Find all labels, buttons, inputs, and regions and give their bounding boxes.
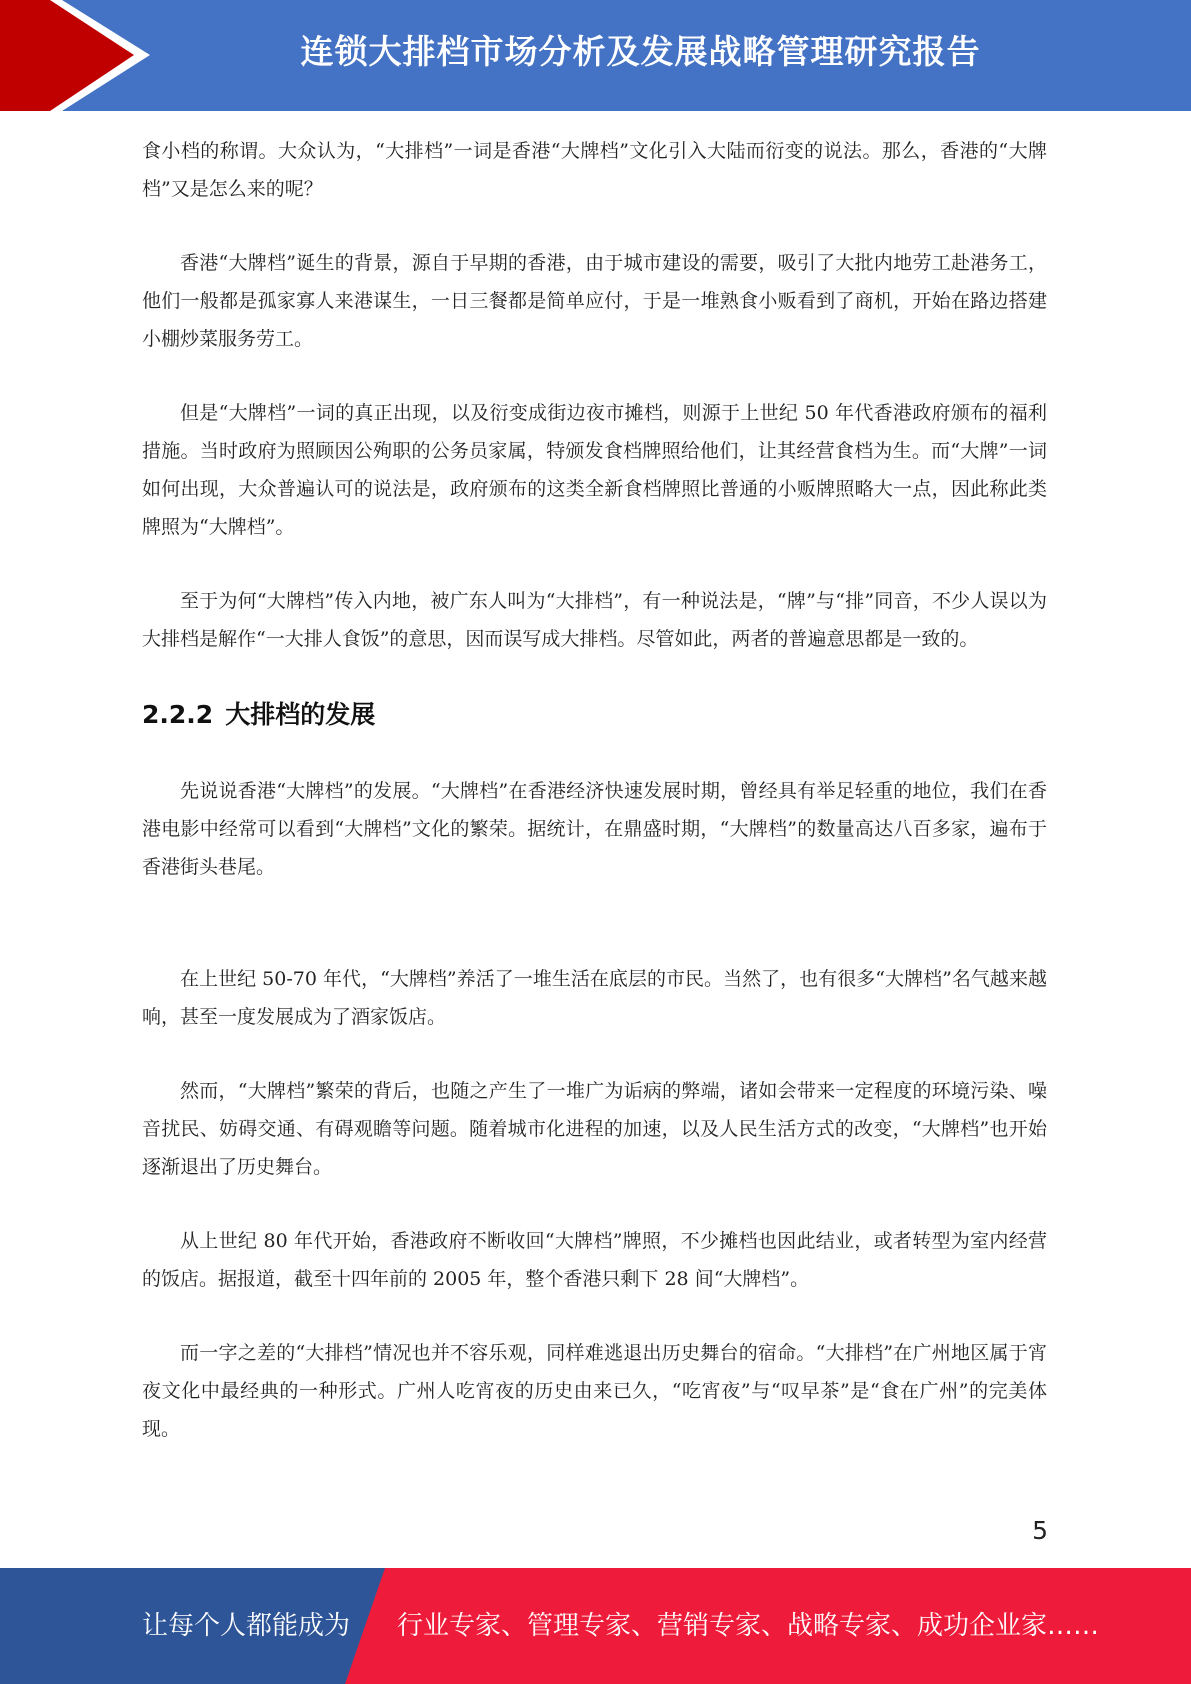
paragraph-1: 食小档的称谓。大众认为，“大排档”一词是香港“大牌档”文化引入大陆而衍变的说法。那么，香港的“大牌档”又是怎么来的呢？ (142, 140, 1047, 200)
paragraph-7: 然而，“大牌档”繁荣的背后，也随之产生了一堆广为诟病的弊端，诸如会带来一定程度的环境污染、噪音扰民、妨碍交通、有碍观瞻等问题。随着城市化进程的加速，以及人民生活方式的改变，“大牌档”也开始逐渐退出了历史舞台。 (142, 1080, 1047, 1178)
section-number: 2.2.2 (142, 700, 214, 729)
paragraph-4: 至于为何“大牌档”传入内地，被广东人叫为“大排档”，有一种说法是，“牌”与“排”同音，不少人误以为大排档是解作“一大排人食饭”的意思，因而误写成大排档。尽管如此，两者的普遍意思都是一致的。 (142, 590, 1047, 650)
section-title: 大排档的发展 (225, 700, 376, 729)
paragraph-5: 先说说香港“大牌档”的发展。“大牌档”在香港经济快速发展时期，曾经具有举足轻重的地位，我们在香港电影中经常可以看到“大牌档”文化的繁荣。据统计，在鼎盛时期，“大牌档”的数量高达八百多家，遍布于香港街头巷尾。 (142, 780, 1047, 878)
footer-slogan-right: 行业专家、管理专家、营销专家、战略专家、成功企业家…… (397, 1611, 1100, 1641)
paragraph-3: 但是“大牌档”一词的真正出现，以及衍变成街边夜市摊档，则源于上世纪 50 年代香港政府颁布的福利措施。当时政府为照顾因公殉职的公务员家属，特颁发食档牌照给他们，让其经营食档为生。而“大牌”一词如何出现，大众普遍认可的说法是，政府颁布的这类全新食档牌照比普通的小贩牌照略大一点，因此称此类牌照为“大牌档”。 (142, 402, 1047, 538)
page-number: 5 (1032, 1516, 1048, 1545)
paragraph-6: 在上世纪 50-70 年代，“大牌档”养活了一堆生活在底层的市民。当然了，也有很多“大牌档”名气越来越响，甚至一度发展成为了酒家饭店。 (142, 968, 1047, 1028)
paragraph-9: 而一字之差的“大排档”情况也并不容乐观，同样难逃退出历史舞台的宿命。“大排档”在广州地区属于宵夜文化中最经典的一种形式。广州人吃宵夜的历史由来已久，“吃宵夜”与“叹早茶”是“食在广州”的完美体现。 (142, 1342, 1047, 1440)
document-body (142, 132, 1047, 1448)
page-footer (0, 1568, 1191, 1684)
header-title: 连锁大排档市场分析及发展战略管理研究报告 (300, 32, 981, 71)
page-header (0, 0, 1191, 111)
paragraph-2: 香港“大牌档”诞生的背景，源自于早期的香港，由于城市建设的需要，吸引了大批内地劳工赴港务工，他们一般都是孤家寡人来港谋生，一日三餐都是简单应付，于是一堆熟食小贩看到了商机，开始在路边搭建小棚炒菜服务劳工。 (142, 252, 1047, 350)
footer-slogan-left: 让每个人都能成为 (142, 1611, 351, 1641)
paragraph-8: 从上世纪 80 年代开始，香港政府不断收回“大牌档”牌照，不少摊档也因此结业，或者转型为室内经营的饭店。据报道，截至十四年前的 2005 年，整个香港只剩下 28 间“大牌档”。 (142, 1230, 1047, 1290)
section-heading (142, 690, 1047, 740)
